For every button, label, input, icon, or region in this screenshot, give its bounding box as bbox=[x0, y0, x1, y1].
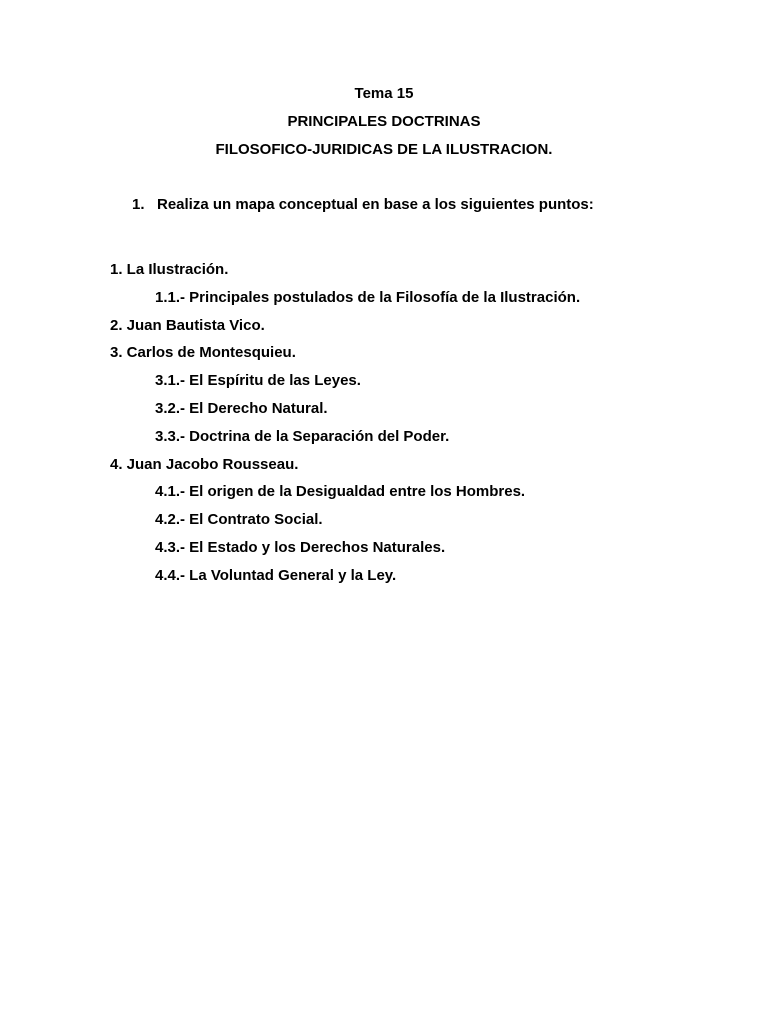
outline-subitem: 3.2.- El Derecho Natural. bbox=[155, 399, 328, 417]
outline-subitem: 3.1.- El Espíritu de las Leyes. bbox=[155, 372, 361, 390]
outline-item: 1. La Ilustración. bbox=[110, 261, 229, 278]
instruction-number: 1. bbox=[132, 196, 145, 213]
instruction-text: Realiza un mapa conceptual en base a los siguientes puntos: bbox=[157, 196, 594, 213]
outline-item: 2. Juan Bautista Vico. bbox=[110, 316, 265, 334]
outline-subitem: 4.2.- El Contrato Social. bbox=[155, 511, 323, 529]
topic-heading: Tema 15 bbox=[354, 85, 414, 102]
topic-outline bbox=[110, 261, 730, 595]
outline-subitem: 1.1.- Principales postulados de la Filosofía de la Ilustración. bbox=[155, 288, 581, 306]
outline-subitem: 4.1.- El origen de la Desigualdad entre los Hombres. bbox=[155, 483, 526, 501]
title-line-2: FILOSOFICO-JURIDICAS DE LA ILUSTRACION. bbox=[215, 141, 553, 158]
outline-subitem: 4.3.- El Estado y los Derechos Naturales. bbox=[155, 538, 446, 556]
outline-subitem: 3.3.- Doctrina de la Separación del Poder. bbox=[155, 427, 450, 445]
outline-subitem: 4.4.- La Voluntad General y la Ley. bbox=[155, 566, 397, 584]
outline-item: 4. Juan Jacobo Rousseau. bbox=[110, 455, 299, 473]
outline-item: 3. Carlos de Montesquieu. bbox=[110, 344, 296, 362]
title-line-1: PRINCIPALES DOCTRINAS bbox=[287, 113, 481, 130]
